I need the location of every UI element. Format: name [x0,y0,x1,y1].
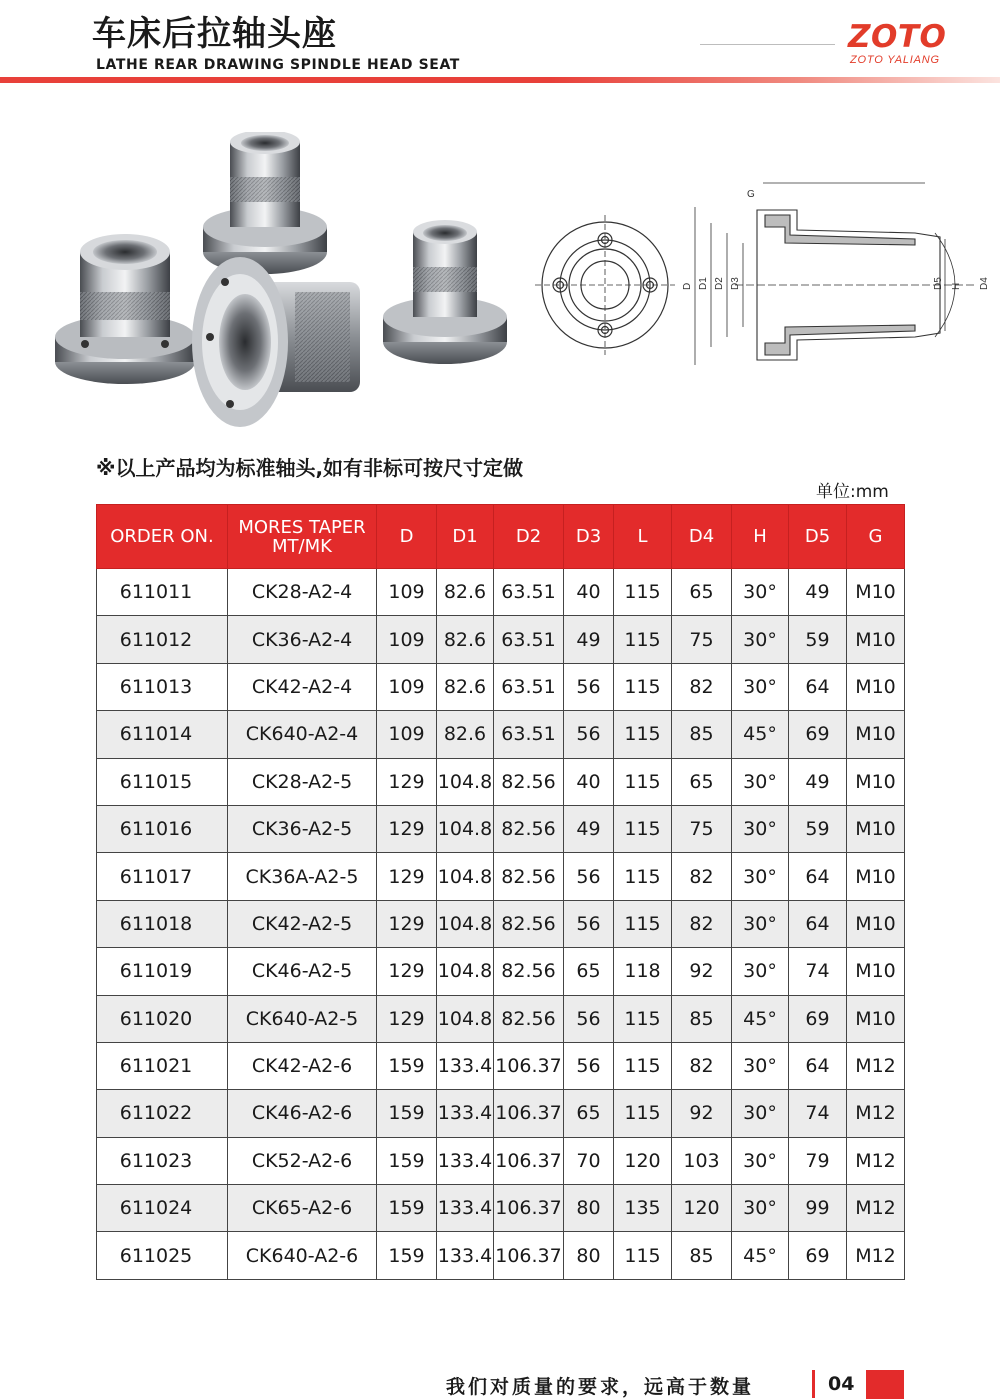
cell-d1: 104.8 [437,853,494,900]
header-accent-bar [0,77,1000,83]
cell-order-no: 611014 [97,711,228,758]
cell-l: 115 [614,995,672,1042]
cell-d2: 106.37 [494,1185,564,1232]
cell-d: 129 [377,995,437,1042]
cell-d5: 49 [789,569,847,616]
cell-d4: 85 [672,711,732,758]
cell-d2: 82.56 [494,900,564,947]
cell-d2: 63.51 [494,616,564,663]
cell-d: 129 [377,853,437,900]
cell-l: 115 [614,900,672,947]
cell-d4: 85 [672,1232,732,1279]
cell-d: 159 [377,1090,437,1137]
cell-d2: 63.51 [494,663,564,710]
cell-d1: 82.6 [437,616,494,663]
cell-g: M10 [847,805,905,852]
cell-d4: 82 [672,853,732,900]
cell-d5: 64 [789,663,847,710]
cell-h: 30° [732,853,789,900]
cell-d: 159 [377,1042,437,1089]
cell-d3: 65 [564,948,614,995]
cell-order-no: 611020 [97,995,228,1042]
cell-taper: CK42-A2-6 [228,1042,377,1089]
table-row [97,1232,905,1279]
cell-order-no: 611019 [97,948,228,995]
label-h: H [951,282,962,290]
cell-l: 115 [614,616,672,663]
table-row [97,948,905,995]
table-row [97,758,905,805]
cell-d5: 64 [789,900,847,947]
cell-d5: 64 [789,1042,847,1089]
cell-l: 115 [614,853,672,900]
cell-d: 159 [377,1137,437,1184]
cell-l: 115 [614,663,672,710]
cell-d: 129 [377,948,437,995]
cell-d2: 82.56 [494,995,564,1042]
cell-h: 30° [732,616,789,663]
cell-d2: 82.56 [494,948,564,995]
footer-slogan: 我们对质量的要求，远高于数量 [446,1376,755,1398]
cell-order-no: 611016 [97,805,228,852]
cell-order-no: 611017 [97,853,228,900]
cell-h: 30° [732,1042,789,1089]
cell-l: 115 [614,569,672,616]
table-row [97,663,905,710]
brand-logo [848,20,958,66]
cell-d1: 133.4 [437,1185,494,1232]
cell-g: M10 [847,616,905,663]
cell-d5: 49 [789,758,847,805]
cell-h: 30° [732,948,789,995]
table-row [97,1042,905,1089]
cell-d: 109 [377,616,437,663]
cell-d3: 49 [564,616,614,663]
table-row [97,1137,905,1184]
cell-h: 30° [732,569,789,616]
cell-g: M12 [847,1137,905,1184]
cell-d1: 133.4 [437,1137,494,1184]
spec-table [96,504,905,1280]
cell-g: M10 [847,900,905,947]
cell-g: M12 [847,1232,905,1279]
cell-l: 115 [614,805,672,852]
spindle-seat-left [55,234,195,384]
cell-d3: 40 [564,758,614,805]
cell-order-no: 611015 [97,758,228,805]
cell-l: 135 [614,1185,672,1232]
cell-order-no: 611024 [97,1185,228,1232]
cell-l: 118 [614,948,672,995]
cell-d4: 85 [672,995,732,1042]
col-header-l: L [614,505,672,569]
col-header-order: ORDER ON. [97,505,228,569]
cell-d5: 69 [789,995,847,1042]
section-view [695,183,975,365]
product-photo [55,132,530,437]
cell-d3: 80 [564,1232,614,1279]
cell-h: 30° [732,805,789,852]
cell-d3: 56 [564,900,614,947]
col-header-d1: D1 [437,505,494,569]
spindle-seat-front [192,257,360,427]
cell-d: 159 [377,1185,437,1232]
col-header-d2: D2 [494,505,564,569]
cell-d: 109 [377,569,437,616]
cell-h: 30° [732,758,789,805]
col-header-h: H [732,505,789,569]
cell-d5: 79 [789,1137,847,1184]
cell-l: 115 [614,1090,672,1137]
table-header-row [97,505,905,569]
col-header-d3: D3 [564,505,614,569]
cell-g: M10 [847,995,905,1042]
cell-g: M10 [847,948,905,995]
cell-d3: 56 [564,663,614,710]
cell-d3: 56 [564,711,614,758]
cell-h: 45° [732,711,789,758]
cell-d2: 82.56 [494,758,564,805]
cell-taper: CK42-A2-4 [228,663,377,710]
cell-d3: 56 [564,1042,614,1089]
cell-d1: 82.6 [437,663,494,710]
cell-d1: 133.4 [437,1042,494,1089]
cell-order-no: 611013 [97,663,228,710]
label-d3: D3 [730,277,741,290]
cell-taper: CK36-A2-4 [228,616,377,663]
label-g: G [747,189,755,200]
col-header-taper-line1: MORES TAPER [238,516,366,538]
cell-order-no: 611025 [97,1232,228,1279]
cell-d3: 49 [564,805,614,852]
cell-d2: 106.37 [494,1137,564,1184]
cell-d4: 82 [672,1042,732,1089]
table-row [97,1185,905,1232]
col-header-taper-line2: MT/MK [272,535,332,557]
cell-d2: 106.37 [494,1090,564,1137]
label-d5: D5 [933,277,944,290]
cell-l: 115 [614,758,672,805]
cell-order-no: 611011 [97,569,228,616]
cell-d1: 82.6 [437,711,494,758]
cell-d2: 63.51 [494,711,564,758]
spindle-seat-right [383,220,507,364]
cell-d2: 106.37 [494,1042,564,1089]
cell-d4: 75 [672,805,732,852]
label-d1: D1 [698,277,709,290]
cell-d: 109 [377,663,437,710]
cell-d: 129 [377,900,437,947]
cell-g: M10 [847,663,905,710]
table-row [97,805,905,852]
cell-d5: 59 [789,616,847,663]
cell-d5: 59 [789,805,847,852]
cell-taper: CK28-A2-5 [228,758,377,805]
cell-d5: 69 [789,1232,847,1279]
cell-taper: CK46-A2-5 [228,948,377,995]
col-header-d5: D5 [789,505,847,569]
cell-h: 30° [732,1090,789,1137]
standard-note: ※以上产品均为标准轴头,如有非标可按尺寸定做 [96,456,524,480]
footer-accent-block [866,1370,904,1399]
cell-h: 45° [732,1232,789,1279]
cell-taper: CK36A-A2-5 [228,853,377,900]
cell-g: M10 [847,711,905,758]
cell-d1: 133.4 [437,1232,494,1279]
cell-d1: 104.8 [437,805,494,852]
cell-d1: 82.6 [437,569,494,616]
cell-d2: 82.56 [494,805,564,852]
page-subtitle: LATHE REAR DRAWING SPINDLE HEAD SEAT [96,57,460,73]
unit-label: 单位:mm [816,482,889,502]
cell-d4: 65 [672,569,732,616]
table-row [97,853,905,900]
cell-d4: 82 [672,900,732,947]
cell-taper: CK36-A2-5 [228,805,377,852]
logo-wordmark: ZOTO [848,19,947,55]
page-title: 车床后拉轴头座 [92,14,337,54]
cell-d3: 80 [564,1185,614,1232]
logo-tagline: ZOTO YALIANG [850,54,940,66]
table-row [97,995,905,1042]
table-row [97,711,905,758]
cell-d3: 65 [564,1090,614,1137]
cell-taper: CK640-A2-5 [228,995,377,1042]
cell-order-no: 611012 [97,616,228,663]
cell-order-no: 611018 [97,900,228,947]
table-row [97,900,905,947]
cell-d5: 74 [789,948,847,995]
cell-d3: 56 [564,853,614,900]
page-number: 04 [828,1373,855,1395]
table-row [97,1090,905,1137]
technical-drawing [535,175,995,375]
cell-d5: 74 [789,1090,847,1137]
cell-d4: 82 [672,663,732,710]
cell-h: 30° [732,1137,789,1184]
cell-h: 45° [732,995,789,1042]
cell-h: 30° [732,663,789,710]
cell-l: 115 [614,1232,672,1279]
cell-l: 115 [614,711,672,758]
col-header-d: D [377,505,437,569]
cell-d5: 99 [789,1185,847,1232]
cell-d3: 56 [564,995,614,1042]
cell-taper: CK28-A2-4 [228,569,377,616]
cell-d5: 69 [789,711,847,758]
col-header-d4: D4 [672,505,732,569]
cell-taper: CK640-A2-6 [228,1232,377,1279]
cell-taper: CK46-A2-6 [228,1090,377,1137]
cell-g: M10 [847,853,905,900]
cell-order-no: 611021 [97,1042,228,1089]
cell-order-no: 611023 [97,1137,228,1184]
cell-d2: 106.37 [494,1232,564,1279]
footer-divider [812,1370,815,1398]
cell-d4: 75 [672,616,732,663]
cell-d: 159 [377,1232,437,1279]
cell-d5: 64 [789,853,847,900]
cell-g: M10 [847,758,905,805]
cell-g: M12 [847,1090,905,1137]
cell-d: 129 [377,805,437,852]
cell-d3: 40 [564,569,614,616]
cell-d1: 104.8 [437,758,494,805]
cell-d4: 120 [672,1185,732,1232]
cell-d4: 92 [672,948,732,995]
spindle-seat-center [203,132,327,274]
cell-l: 115 [614,1042,672,1089]
cell-taper: CK52-A2-6 [228,1137,377,1184]
cell-d: 109 [377,711,437,758]
label-d2: D2 [714,277,725,290]
header-divider [700,44,835,45]
cell-order-no: 611022 [97,1090,228,1137]
spec-table-body [97,569,905,1280]
cell-d: 129 [377,758,437,805]
cell-taper: CK65-A2-6 [228,1185,377,1232]
cell-d1: 104.8 [437,995,494,1042]
col-header-g: G [847,505,905,569]
cell-d1: 133.4 [437,1090,494,1137]
table-row [97,616,905,663]
cell-d4: 92 [672,1090,732,1137]
cell-h: 30° [732,900,789,947]
cell-l: 120 [614,1137,672,1184]
front-view [535,215,675,355]
label-d: D [682,282,693,290]
cell-taper: CK42-A2-5 [228,900,377,947]
cell-g: M10 [847,569,905,616]
label-d4: D4 [979,277,990,290]
cell-g: M12 [847,1185,905,1232]
cell-d1: 104.8 [437,948,494,995]
cell-taper: CK640-A2-4 [228,711,377,758]
cell-d4: 65 [672,758,732,805]
col-header-taper [228,505,377,569]
cell-h: 30° [732,1185,789,1232]
cell-d2: 82.56 [494,853,564,900]
cell-d4: 103 [672,1137,732,1184]
cell-d1: 104.8 [437,900,494,947]
cell-d2: 63.51 [494,569,564,616]
table-row [97,569,905,616]
cell-g: M12 [847,1042,905,1089]
cell-d3: 70 [564,1137,614,1184]
